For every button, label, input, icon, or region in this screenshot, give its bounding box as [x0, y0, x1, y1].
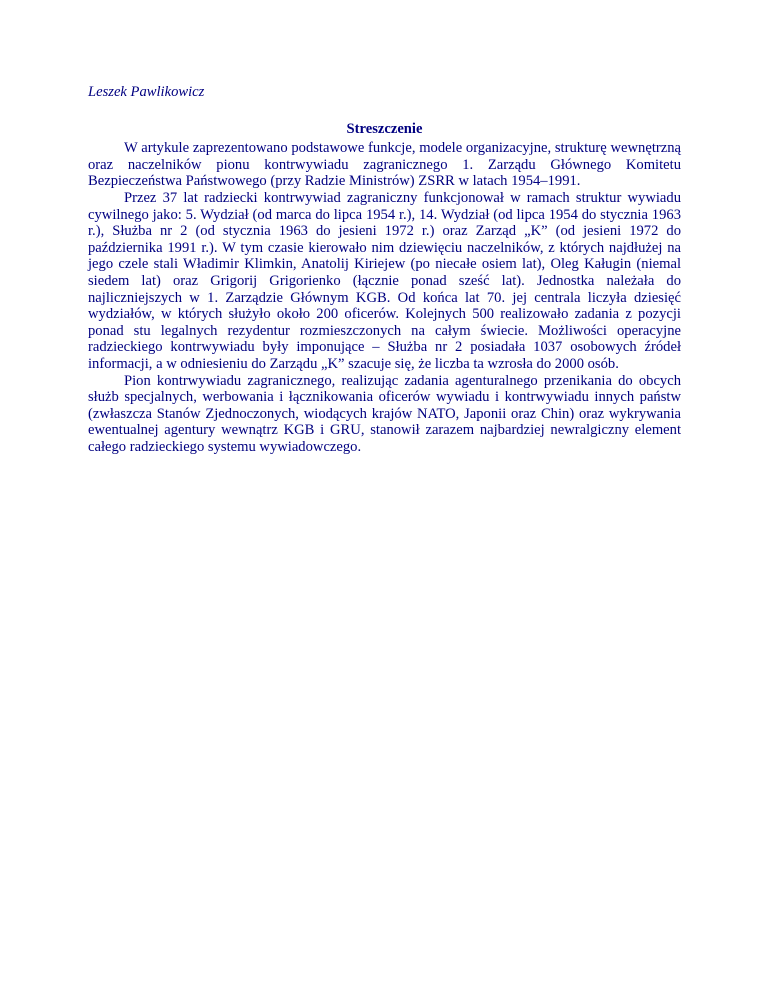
abstract-paragraph-2: Przez 37 lat radziecki kontrwywiad zagraniczny funkcjonował w ramach struktur wywiadu cywilnego jako: 5. Wydział (od marca do lipca 1954 r.), 14. Wydział (od lipca 1954 do stycznia 1963 r.), Służba nr 2 (od stycznia 1963 do jesieni 1972 r.) oraz Zarząd „K” (od jesieni 1972 do października 1991 r.). W tym czasie kierowało nim dziewięciu naczelników, z których najdłużej na jego czele stali Władimir Klimkin, Anatolij Kiriejew (po niecałe osiem lat), Oleg Kaługin (niemal siedem lat) oraz Grigorij Grigorienko (łącznie ponad sześć lat). Jednostka należała do najliczniejszych w 1. Zarządzie Głównym KGB. Od końca lat 70. jej centrala liczyła dziesięć wydziałów, w których służyło około 200 oficerów. Kolejnych 500 realizowało zadania z pozycji ponad stu legalnych rezydentur rozmieszczonych na całym świecie. Możliwości operacyjne radzieckiego kontrwywiadu były imponujące – Służba nr 2 posiadała 1037 osobowych źródeł informacji, a w odniesieniu do Zarządu „K” szacuje się, że liczba ta wzrosła do 2000 osób. [88, 189, 681, 372]
author-name: Leszek Pawlikowicz [88, 84, 205, 100]
section-heading: Streszczenie [346, 120, 423, 137]
abstract-paragraph-1: W artykule zaprezentowano podstawowe funkcje, modele organizacyjne, strukturę wewnętrzną oraz naczelników pionu kontrwywiadu zagranicznego 1. Zarządu Głównego Komitetu Bezpieczeństwa Państwowego (przy Radzie Ministrów) ZSRR w latach 1954–1991. [88, 140, 681, 190]
abstract-paragraph-3: Pion kontrwywiadu zagranicznego, realizując zadania agenturalnego przenikania do obcych służb specjalnych, werbowania i łącznikowania oficerów wywiadu i kontrwywiadu innych państw (zwłaszcza Stanów Zjednoczonych, wiodących krajów NATO, Japonii oraz Chin) oraz wykrywania ewentualnej agentury wewnątrz KGB i GRU, stanowił zarazem najbardziej newralgiczny element całego radzieckiego systemu wywiadowczego. [88, 372, 681, 455]
document-page [88, 84, 681, 455]
